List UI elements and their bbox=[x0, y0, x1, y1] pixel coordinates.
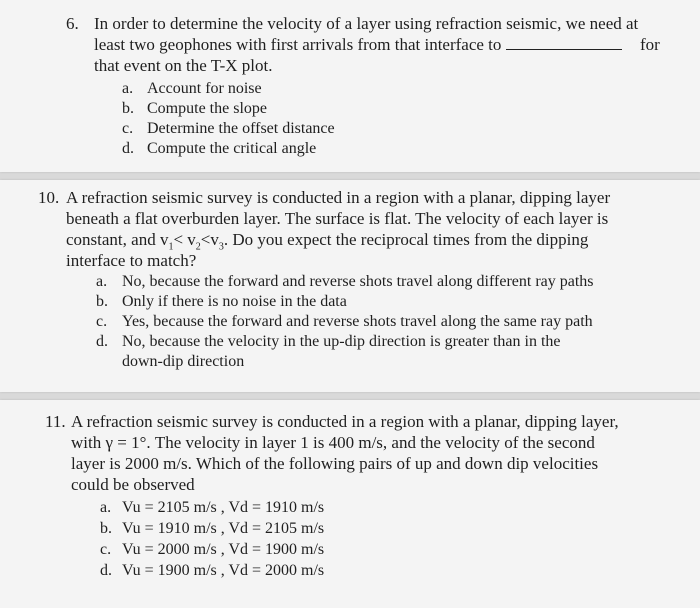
question-6-option-d bbox=[122, 139, 422, 159]
line-3-text: constant, and v bbox=[66, 230, 169, 249]
question-11-option-d bbox=[100, 561, 400, 581]
option-letter: c. bbox=[96, 313, 108, 330]
option-letter: d. bbox=[100, 562, 112, 579]
option-text: Account for noise bbox=[147, 80, 262, 97]
question-6-line-2 bbox=[94, 35, 622, 55]
option-text: Vu = 2000 m/s , Vd = 1900 m/s bbox=[122, 541, 325, 558]
question-11-option-b bbox=[100, 519, 400, 539]
question-6-line-2-text: least two geophones with first arrivals from that interface to bbox=[94, 35, 502, 54]
question-6-option-a bbox=[122, 79, 422, 99]
question-11-card bbox=[0, 400, 700, 608]
less-than-1: < v bbox=[173, 230, 196, 249]
option-text: Determine the offset distance bbox=[147, 120, 335, 137]
option-letter: d. bbox=[96, 333, 108, 350]
question-10-option-b bbox=[96, 292, 676, 312]
question-6-line-2-end: for bbox=[640, 35, 660, 54]
option-text: No, because the velocity in the up-dip direction is greater than in the bbox=[122, 333, 561, 350]
question-10-card bbox=[0, 180, 700, 392]
question-10-option-c bbox=[96, 312, 676, 332]
question-6-card bbox=[0, 0, 700, 172]
question-6-line-3: that event on the T-X plot. bbox=[94, 56, 273, 75]
less-than-2: <v bbox=[200, 230, 219, 249]
option-text: Yes, because the forward and reverse shots travel along the same ray path bbox=[122, 313, 593, 330]
option-letter: d. bbox=[122, 140, 134, 157]
option-text: Only if there is no noise in the data bbox=[122, 293, 347, 310]
question-11-line-3: layer is 2000 m/s. Which of the following pairs of up and down dip velocities bbox=[71, 454, 599, 473]
question-11-option-c bbox=[100, 540, 400, 560]
question-11-line-2: with γ = 1°. The velocity in layer 1 is 400 m/s, and the velocity of the second bbox=[71, 433, 595, 452]
question-11-line-4: could be observed bbox=[71, 475, 195, 494]
question-6-option-c bbox=[122, 119, 422, 139]
option-text: Vu = 1900 m/s , Vd = 2000 m/s bbox=[122, 562, 325, 579]
question-6-option-b bbox=[122, 99, 422, 119]
question-10-line-2: beneath a flat overburden layer. The surface is flat. The velocity of each layer is bbox=[66, 209, 609, 228]
subscript-3: 3 bbox=[218, 241, 224, 253]
option-letter: c. bbox=[100, 541, 112, 558]
option-text: Compute the critical angle bbox=[147, 140, 317, 157]
question-6-number: 6. bbox=[66, 14, 79, 33]
option-text: Vu = 1910 m/s , Vd = 2105 m/s bbox=[122, 520, 325, 537]
question-11-number: 11. bbox=[45, 412, 66, 431]
question-10-line-3 bbox=[66, 230, 589, 253]
option-text: No, because the forward and reverse shots travel along different ray paths bbox=[122, 273, 594, 290]
question-10-option-a bbox=[96, 272, 676, 292]
question-10-number: 10. bbox=[38, 188, 60, 207]
option-letter: a. bbox=[96, 273, 108, 290]
question-10-option-d bbox=[96, 332, 676, 352]
question-10-option-d-continuation: down-dip direction bbox=[122, 353, 245, 370]
option-letter: b. bbox=[100, 520, 112, 537]
question-11-option-a bbox=[100, 498, 400, 518]
option-letter: b. bbox=[122, 100, 134, 117]
option-text: Compute the slope bbox=[147, 100, 267, 117]
option-text: Vu = 2105 m/s , Vd = 1910 m/s bbox=[122, 499, 325, 516]
line-3-text-end: . Do you expect the reciprocal times from the dipping bbox=[223, 230, 589, 249]
question-10-line-4: interface to match? bbox=[66, 251, 197, 270]
option-letter: b. bbox=[96, 293, 108, 310]
question-11-line-1: A refraction seismic survey is conducted in a region with a planar, dipping layer, bbox=[71, 412, 619, 431]
option-letter: c. bbox=[122, 120, 134, 137]
option-letter: a. bbox=[122, 80, 134, 97]
subscript-1: 1 bbox=[168, 241, 174, 253]
option-letter: a. bbox=[100, 499, 112, 516]
subscript-2: 2 bbox=[195, 241, 201, 253]
question-6-line-1: In order to determine the velocity of a layer using refraction seismic, we need at bbox=[94, 14, 639, 33]
question-10-line-1: A refraction seismic survey is conducted in a region with a planar, dipping layer bbox=[66, 188, 611, 207]
answer-blank bbox=[506, 35, 622, 50]
